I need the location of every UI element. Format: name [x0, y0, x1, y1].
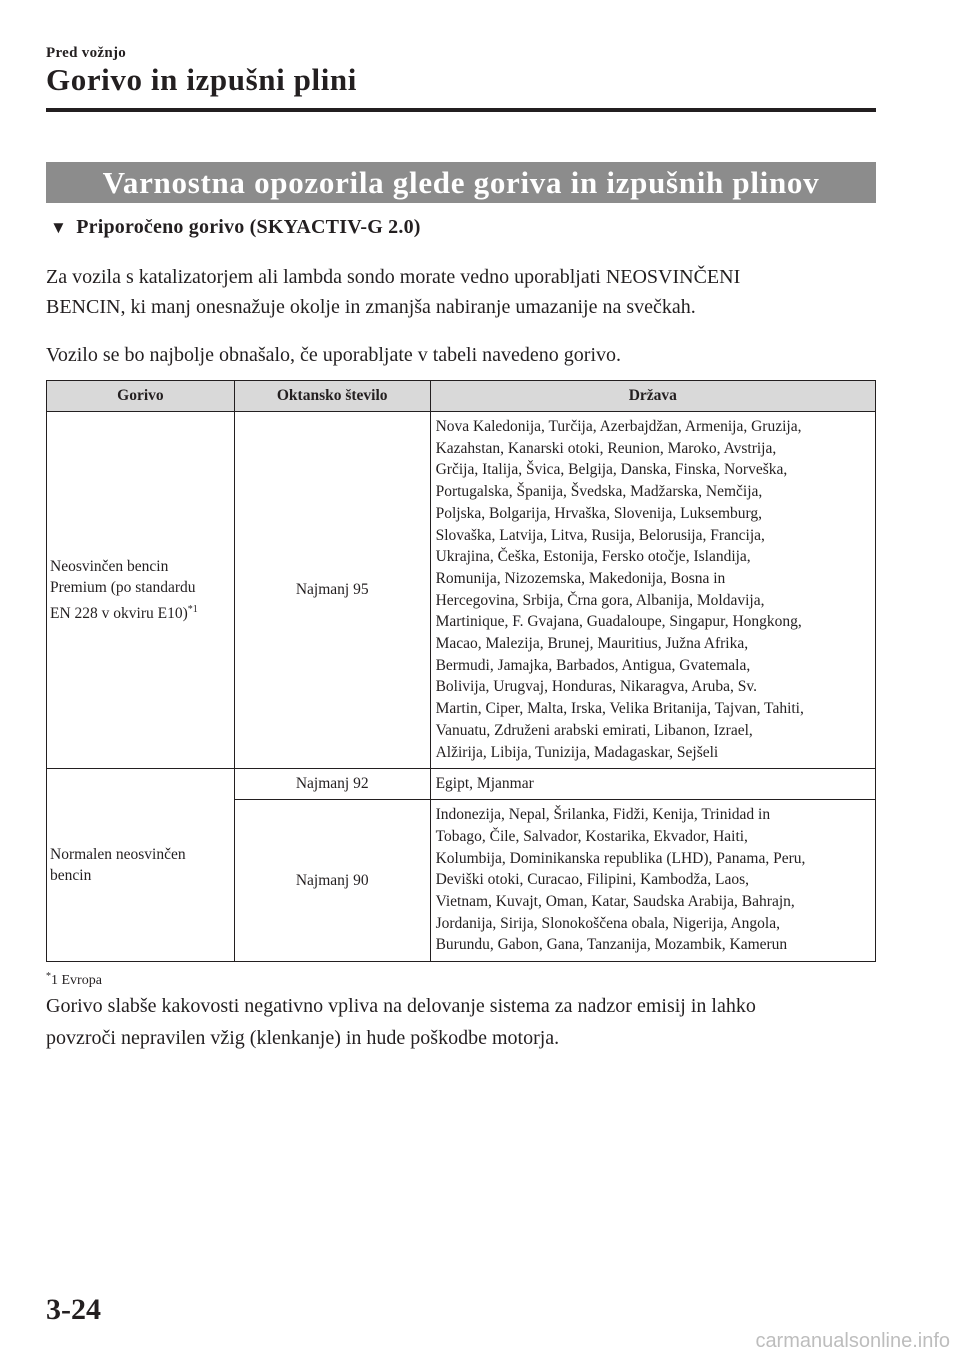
table-header-row: [47, 381, 876, 412]
watermark: carmanualsonline.info: [755, 1330, 950, 1352]
section-banner: Varnostna opozorila glede goriva in izpušnih plinov: [46, 162, 876, 203]
intro-line: Za vozila s katalizatorjem ali lambda sondo morate vedno uporabljati NEOSVINČENI: [46, 266, 741, 288]
countries-premium: [430, 412, 875, 769]
header-fuel: Gorivo: [47, 381, 235, 412]
country-line: Portugalska, Španija, Švedska, Madžarska, Nemčija,: [435, 483, 763, 501]
header-octane: Oktansko število: [234, 381, 430, 412]
country-line: Indonezija, Nepal, Šrilanka, Fidži, Kenija, Trinidad in: [435, 806, 771, 824]
octane-90: Najmanj 90: [234, 800, 430, 962]
country-line: Grčija, Italija, Švica, Belgija, Danska, Finska, Norveška,: [435, 461, 788, 479]
country-line: Deviški otoki, Curacao, Filipini, Kambodža, Laos,: [435, 871, 749, 889]
country-line: Jordanija, Sirija, Slonokoščena obala, Nigerija, Angola,: [435, 914, 780, 932]
footnote: [46, 971, 102, 989]
octane-92: Najmanj 92: [234, 769, 430, 800]
table-intro-paragraph: Vozilo se bo najbolje obnašalo, če uporabljate v tabeli navedeno gorivo.: [46, 344, 622, 366]
intro-line: BENCIN, ki manj onesnažuje okolje in zmanjša nabiranje umazanije na svečkah.: [46, 296, 696, 318]
country-line: Martin, Ciper, Malta, Irska, Velika Britanija, Tajvan, Tahiti,: [435, 700, 804, 718]
intro-paragraph: [46, 262, 886, 322]
chapter-title: Gorivo in izpušni plini: [46, 62, 357, 97]
country-line: Bermudi, Jamajka, Barbados, Antigua, Gvatemala,: [435, 656, 751, 674]
countries-90: [430, 800, 875, 962]
warning-paragraph: [46, 990, 886, 1054]
fuel-line: Premium (po standardu: [50, 579, 196, 597]
country-line: Alžirija, Libija, Tunizija, Madagaskar, Sejšeli: [435, 743, 719, 761]
country-line: Burundu, Gabon, Gana, Tanzanija, Mozambik, Kamerun: [435, 936, 788, 954]
warning-line: povzroči nepravilen vžig (klenkanje) in hude poškodbe motorja.: [46, 1027, 560, 1049]
fuel-regular: [47, 769, 235, 962]
fuel-line: EN 228 v okviru E10): [50, 604, 188, 622]
fuel-line: Neosvinčen bencin: [50, 557, 169, 575]
warning-line: Gorivo slabše kakovosti negativno vpliva na delovanje sistema za nadzor emisij in lahko: [46, 995, 756, 1017]
country-line: Ukrajina, Češka, Estonija, Fersko otočje, Islandija,: [435, 548, 751, 566]
country-line: Kolumbija, Dominikanska republika (LHD), Panama, Peru,: [435, 849, 806, 867]
subheading-text: Priporočeno gorivo (SKYACTIV-G 2.0): [76, 216, 421, 238]
country-line: Kazahstan, Kanarski otoki, Reunion, Maroko, Avstrija,: [435, 439, 777, 457]
country-line: Poljska, Bolgarija, Hrvaška, Slovenija, Luksemburg,: [435, 504, 763, 522]
fuel-table: [46, 380, 876, 962]
fuel-line: bencin: [50, 867, 92, 885]
footnote-text: 1 Evropa: [51, 973, 102, 988]
subheading: [50, 216, 421, 239]
header-rule: [46, 108, 876, 112]
countries-92: Egipt, Mjanmar: [430, 769, 875, 800]
footnote-asterisk: *: [46, 971, 51, 982]
footnote-ref: *1: [187, 603, 198, 615]
octane-95: Najmanj 95: [234, 412, 430, 769]
triangle-bullet-icon: ▼: [50, 218, 68, 237]
country-line: Vanuatu, Združeni arabski emirati, Libanon, Izrael,: [435, 721, 753, 739]
table-row: [47, 412, 876, 769]
country-line: Hercegovina, Srbija, Črna gora, Albanija, Moldavija,: [435, 591, 765, 609]
fuel-line: Normalen neosvinčen: [50, 845, 186, 863]
country-line: Martinique, F. Gvajana, Guadaloupe, Singapur, Hongkong,: [435, 613, 802, 631]
country-line: Bolivija, Urugvaj, Honduras, Nikaragva, Aruba, Sv.: [435, 678, 758, 696]
country-line: Vietnam, Kuvajt, Oman, Katar, Saudska Arabija, Bahrajn,: [435, 893, 795, 911]
country-line: Romunija, Nizozemska, Makedonija, Bosna in: [435, 569, 726, 587]
fuel-premium: [47, 412, 235, 769]
header-country: Država: [430, 381, 875, 412]
page-number: 3-24: [46, 1293, 101, 1326]
country-line: Macao, Malezija, Brunej, Mauritius, Južna Afrika,: [435, 635, 749, 653]
table-row: [47, 769, 876, 800]
country-line: Nova Kaledonija, Turčija, Azerbajdžan, Armenija, Gruzija,: [435, 418, 802, 435]
section-label: Pred vožnjo: [46, 45, 127, 61]
country-line: Tobago, Čile, Salvador, Kostarika, Ekvador, Haiti,: [435, 827, 748, 845]
country-line: Slovaška, Latvija, Litva, Rusija, Belorusija, Francija,: [435, 526, 765, 544]
